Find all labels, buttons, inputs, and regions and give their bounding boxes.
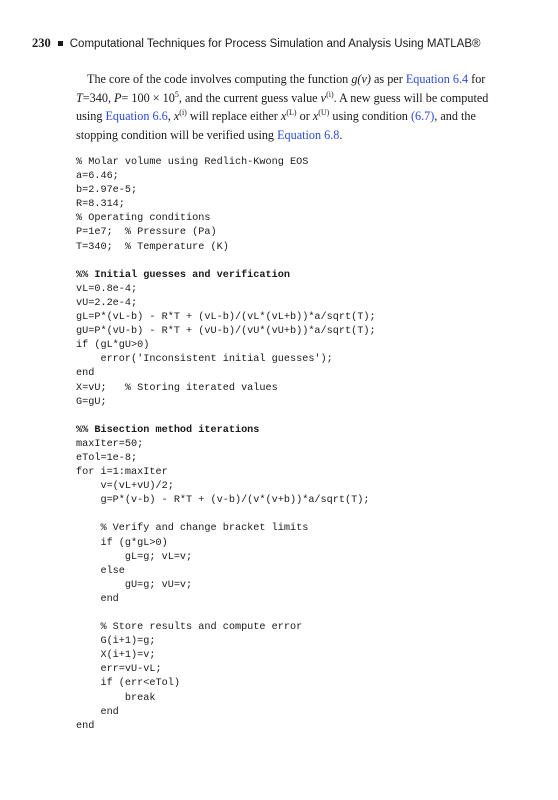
running-header: [32, 36, 532, 51]
body-paragraph: The core of the code involves computing the function g(v) as per Equation 6.4 for T=340, $P= 100 \times 10^5$, and the current guess value $v^{(i)}$. A new guess will be computed using Equation 6.6, $x^{(i)}$ will replace either $x^{(L)}$ or $x^{(U)}$ using condition (6.7), and the stopping condition will be verified using Equation 6.8.: [76, 72, 489, 142]
code-line: [76, 607, 536, 621]
square-bullet-icon: [58, 41, 63, 46]
code-line: g=P*(v-b) - R*T + (v-b)/(v*(v+b))*a/sqrt(T);: [76, 495, 370, 507]
code-line: [76, 410, 536, 424]
code-line: end: [76, 593, 119, 605]
code-line: b=2.97e-5;: [76, 185, 138, 197]
equation-6-8-link[interactable]: Equation 6.8: [277, 127, 340, 142]
code-line: R=8.314;: [76, 199, 125, 211]
code-line: vU=2.2e-4;: [76, 297, 138, 309]
condition-6-7-link[interactable]: (6.7): [410, 109, 435, 124]
code-line: % Store results and compute error: [76, 622, 303, 634]
code-line: %% Bisection method iterations: [76, 424, 260, 436]
code-line: gL=P*(vL-b) - R*T + (vL-b)/(vL*(vL+b))*a/sqrt(T);: [76, 312, 376, 324]
matlab-code-listing: [76, 156, 536, 734]
code-line: X(i+1)=v;: [76, 650, 156, 662]
code-line: gL=g; vL=v;: [76, 551, 193, 563]
code-line: if (gL*gU>0): [76, 340, 150, 352]
running-title: Computational Techniques for Process Simulation and Analysis Using MATLAB®: [69, 38, 481, 50]
code-line: % Molar volume using Redlich-Kwong EOS: [76, 157, 309, 168]
code-line: gU=g; vU=v;: [76, 579, 193, 591]
function-gv: g(v): [351, 72, 371, 86]
code-line: end: [76, 706, 119, 718]
code-line: eTol=1e-8;: [76, 452, 138, 464]
code-line: % Operating conditions: [76, 213, 211, 225]
code-line: % Verify and change bracket limits: [76, 523, 309, 535]
code-line: G=gU;: [76, 396, 107, 408]
code-line: X=vU; % Storing iterated values: [76, 382, 278, 394]
code-line: err=vU-vL;: [76, 664, 162, 676]
code-line: maxIter=50;: [76, 438, 144, 450]
code-line: %% Initial guesses and verification: [76, 269, 290, 281]
code-line: end: [76, 720, 95, 732]
code-line: a=6.46;: [76, 171, 119, 183]
code-line: end: [76, 368, 95, 380]
code-line: break: [76, 692, 156, 704]
code-line: G(i+1)=g;: [76, 636, 156, 648]
equation-6-6-link[interactable]: Equation 6.6: [105, 109, 168, 124]
code-line: else: [76, 565, 125, 577]
code-line: for i=1:maxIter: [76, 467, 168, 479]
code-line: error('Inconsistent initial guesses');: [76, 354, 333, 366]
code-line: if (g*gL>0): [76, 537, 168, 549]
code-line: T=340; % Temperature (K): [76, 241, 229, 253]
code-line: gU=P*(vU-b) - R*T + (vU-b)/(vU*(vU+b))*a/sqrt(T);: [76, 326, 376, 338]
code-line: vL=0.8e-4;: [76, 283, 138, 295]
code-line: [76, 508, 536, 522]
page-number: 230: [32, 36, 51, 50]
code-line: if (err<eTol): [76, 678, 180, 690]
equation-6-4-link[interactable]: Equation 6.4: [405, 72, 469, 86]
code-line: P=1e7; % Pressure (Pa): [76, 227, 217, 239]
code-line: [76, 255, 536, 269]
code-line: v=(vL+vU)/2;: [76, 481, 174, 493]
